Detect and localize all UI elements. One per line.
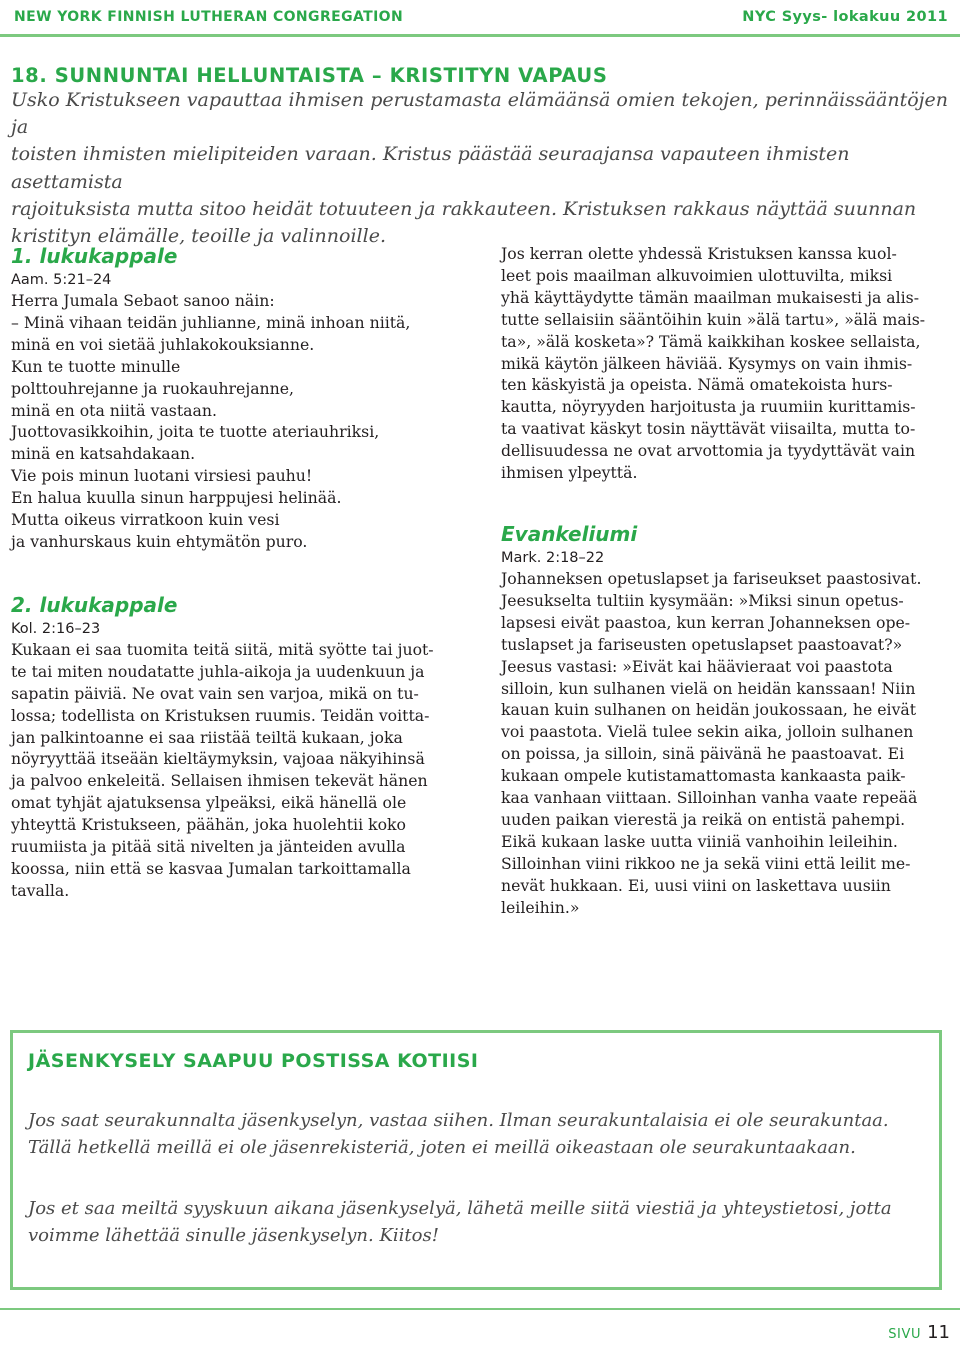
gospel-text <box>501 568 947 919</box>
text-line: Jos kerran olette yhdessä Kristuksen kanssa kuol- <box>501 244 897 263</box>
text-line: jan palkintoanne ei saa riistää teiltä kukaan, joka <box>11 727 403 747</box>
intro-line: kristityn elämälle, teoille ja valinnoille. <box>11 225 386 248</box>
text-line: minä en ota niitä vastaan. <box>11 400 217 420</box>
text-line: dellisuudessa ne ovat arvottomia ja tyydyttävät vain <box>501 441 916 461</box>
text-line: polttouhrejanne ja ruokauhrejanne, <box>11 378 295 398</box>
text-line: ten käskyistä ja opeista. Nämä omatekoista hurs- <box>501 375 893 395</box>
notice-paragraph-1 <box>28 1107 908 1161</box>
text-line: Johanneksen opetuslapset ja fariseukset paastosivat. <box>501 568 922 588</box>
text-line: leet pois maailman alkuvoimien ulottuvilta, miksi <box>501 265 893 285</box>
left-column <box>11 242 453 902</box>
notice-paragraph-2 <box>28 1195 908 1249</box>
text-line: Silloinhan viini rikkoo ne ja sekä viini että leilit me- <box>501 853 911 873</box>
reading1-text <box>11 290 453 553</box>
gospel-title: Evankeliumi <box>501 521 638 546</box>
text-line: Juottovasikkoihin, joita te tuotte ateriauhriksi, <box>11 422 380 442</box>
text-line: tuslapset ja fariseusten opetuslapset paastoavat?» <box>501 634 903 654</box>
text-line: tutte sellaisiin sääntöihin kuin »älä tartu», »älä mais- <box>501 309 926 329</box>
text-line: minä en katsahdakaan. <box>11 444 196 464</box>
text-line: Mutta oikeus virratkoon kuin vesi <box>11 510 280 530</box>
text-line: ruumiista ja pitää sitä nivelten ja jänteiden avulla <box>11 837 406 857</box>
reading1-title: 1. lukukappale <box>11 244 178 268</box>
header-rule <box>0 34 960 37</box>
intro-line: Usko Kristukseen vapauttaa ihmisen perustamasta elämäänsä omien tekojen, perinnäissääntöjen ja <box>11 89 949 139</box>
text-line: nevät hukkaan. Ei, uusi viini on laskettava uusiin <box>501 875 891 895</box>
page-header <box>14 6 948 28</box>
notice-title: JÄSENKYSELY SAAPUU POSTISSA KOTIISI <box>28 1050 479 1072</box>
page-number: 11 <box>927 1322 950 1343</box>
text-line: silloin, kun sulhanen vielä on heidän kanssaan! Niin <box>501 678 916 698</box>
right-column <box>501 243 947 918</box>
text-line: on poissa, ja silloin, sinä päivänä he paastoavat. Ei <box>501 744 905 764</box>
text-line: Herra Jumala Sebaot sanoo näin: <box>11 291 275 310</box>
text-line: yhteyttä Kristukseen, päähän, joka huolehtii koko <box>11 815 406 835</box>
text-line: voi paastota. Vielä tulee sekin aika, jolloin sulhanen <box>501 722 914 742</box>
page-label: SIVU <box>888 1327 922 1342</box>
reading2-title: 2. lukukappale <box>11 592 178 617</box>
notice-line: voimme lähettää sinulle jäsenkyselyn. Kiitos! <box>28 1225 439 1246</box>
reading2-text <box>11 639 453 902</box>
text-line: tavalla. <box>11 880 70 900</box>
text-line: kauan kuin sulhanen on heidän joukossaan, he eivät <box>501 700 917 720</box>
text-line: Kukaan ei saa tuomita teitä siitä, mitä syötte tai juot- <box>11 639 434 659</box>
text-line: Jeesus vastasi: »Eivät kai häävieraat voi paastota <box>501 656 893 676</box>
text-line: ihmisen ylpeyttä. <box>501 463 638 483</box>
gospel-reference: Mark. 2:18–22 <box>501 549 605 566</box>
spacer <box>11 553 453 591</box>
reading1-reference: Aam. 5:21–24 <box>11 272 112 288</box>
text-line: leileihin.» <box>501 897 580 917</box>
intro-line: rajoituksista mutta sitoo heidät totuuteen ja rakkauteen. Kristuksen rakkaus näyttää suunnan <box>11 197 917 220</box>
text-line: minä en voi sietää juhlakokouksianne. <box>11 334 315 354</box>
section-intro <box>11 87 951 250</box>
text-line: Jeesukselta tultiin kysymään: »Miksi sinun opetus- <box>501 590 904 610</box>
page-footer <box>888 1322 950 1343</box>
reading2-reference: Kol. 2:16–23 <box>11 620 101 637</box>
publication-name: NEW YORK FINNISH LUTHERAN CONGREGATION <box>14 9 404 25</box>
footer-rule <box>0 1308 960 1310</box>
text-line: sapatin päiviä. Ne ovat vain sen varjoa, mikä on tu- <box>11 683 419 703</box>
text-line: koossa, niin että se kasvaa Jumalan tarkoittamalla <box>11 858 411 878</box>
text-line: ja palvoo enkeleitä. Sellaisen ihmisen tekevät hänen <box>11 771 428 791</box>
text-line: lapsesi eivät paastoa, kun kerran Johanneksen ope- <box>501 612 911 632</box>
text-line: mikä käytön jälkeen häviää. Kysymys on vain ihmis- <box>501 353 913 373</box>
intro-line: toisten ihmisten mielipiteiden varaan. Kristus päästää seuraajansa vapauteen ihmisten asettamista <box>11 143 850 193</box>
notice-line: Jos saat seurakunnalta jäsenkyselyn, vastaa siihen. Ilman seurakuntalaisia ei ole seurakuntaa. <box>28 1110 889 1131</box>
text-line: lossa; todellista on Kristuksen ruumis. Teidän voitta- <box>11 705 430 725</box>
text-line: kautta, nöyryyden harjoitusta ja ruumiin kurittamis- <box>501 397 916 417</box>
notice-line: Jos et saa meiltä syyskuun aikana jäsenkyselyä, lähetä meille siitä viestiä ja yhteystietosi, jotta <box>28 1198 892 1219</box>
reading2-continued-text <box>501 243 947 484</box>
text-line: kaa vanhaan viittaan. Silloinhan vanha vaate repeää <box>501 788 918 808</box>
text-line: omat tyhjät ajatuksensa ylpeäksi, eikä hänellä ole <box>11 793 407 813</box>
text-line: yhä käyttäydytte tämän maailman mukaisesti ja alis- <box>501 287 920 307</box>
text-line: Kun te tuotte minulle <box>11 356 181 376</box>
section-title: 18. SUNNUNTAI HELLUNTAISTA – KRISTITYN VAPAUS <box>11 64 608 87</box>
text-line: ta», »älä kosketa»? Tämä kaikkihan koskee sellaista, <box>501 331 921 351</box>
text-line: ja vanhurskaus kuin ehtymätön puro. <box>11 531 308 551</box>
issue-date: NYC Syys- lokakuu 2011 <box>742 9 948 25</box>
notice-line: Tällä hetkellä meillä ei ole jäsenrekisteriä, joten ei meillä oikeastaan ole seurakuntaakaan. <box>28 1137 856 1158</box>
spacer <box>501 484 947 520</box>
text-line: – Minä vihaan teidän juhlianne, minä inhoan niitä, <box>11 312 411 332</box>
text-line: ta vaativat käskyt tosin näyttävät viisailta, mutta to- <box>501 419 916 439</box>
membership-notice-box <box>10 1030 942 1290</box>
text-line: nöyryyttää itseään kieltäymyksin, vajoaa näkyihinsä <box>11 749 425 769</box>
text-line: Eikä kukaan laske uutta viiniä vanhoihin leileihin. <box>501 831 898 851</box>
text-line: En halua kuulla sinun harppujesi helinää. <box>11 488 342 508</box>
text-line: Vie pois minun luotani virsiesi pauhu! <box>11 466 313 486</box>
text-line: te tai miten noudatatte juhla-aikoja ja uudenkuun ja <box>11 661 425 681</box>
text-line: kukaan ompele kutistamattomasta kankaasta paik- <box>501 766 906 786</box>
text-line: uuden paikan vierestä ja reikä on entistä pahempi. <box>501 809 906 829</box>
